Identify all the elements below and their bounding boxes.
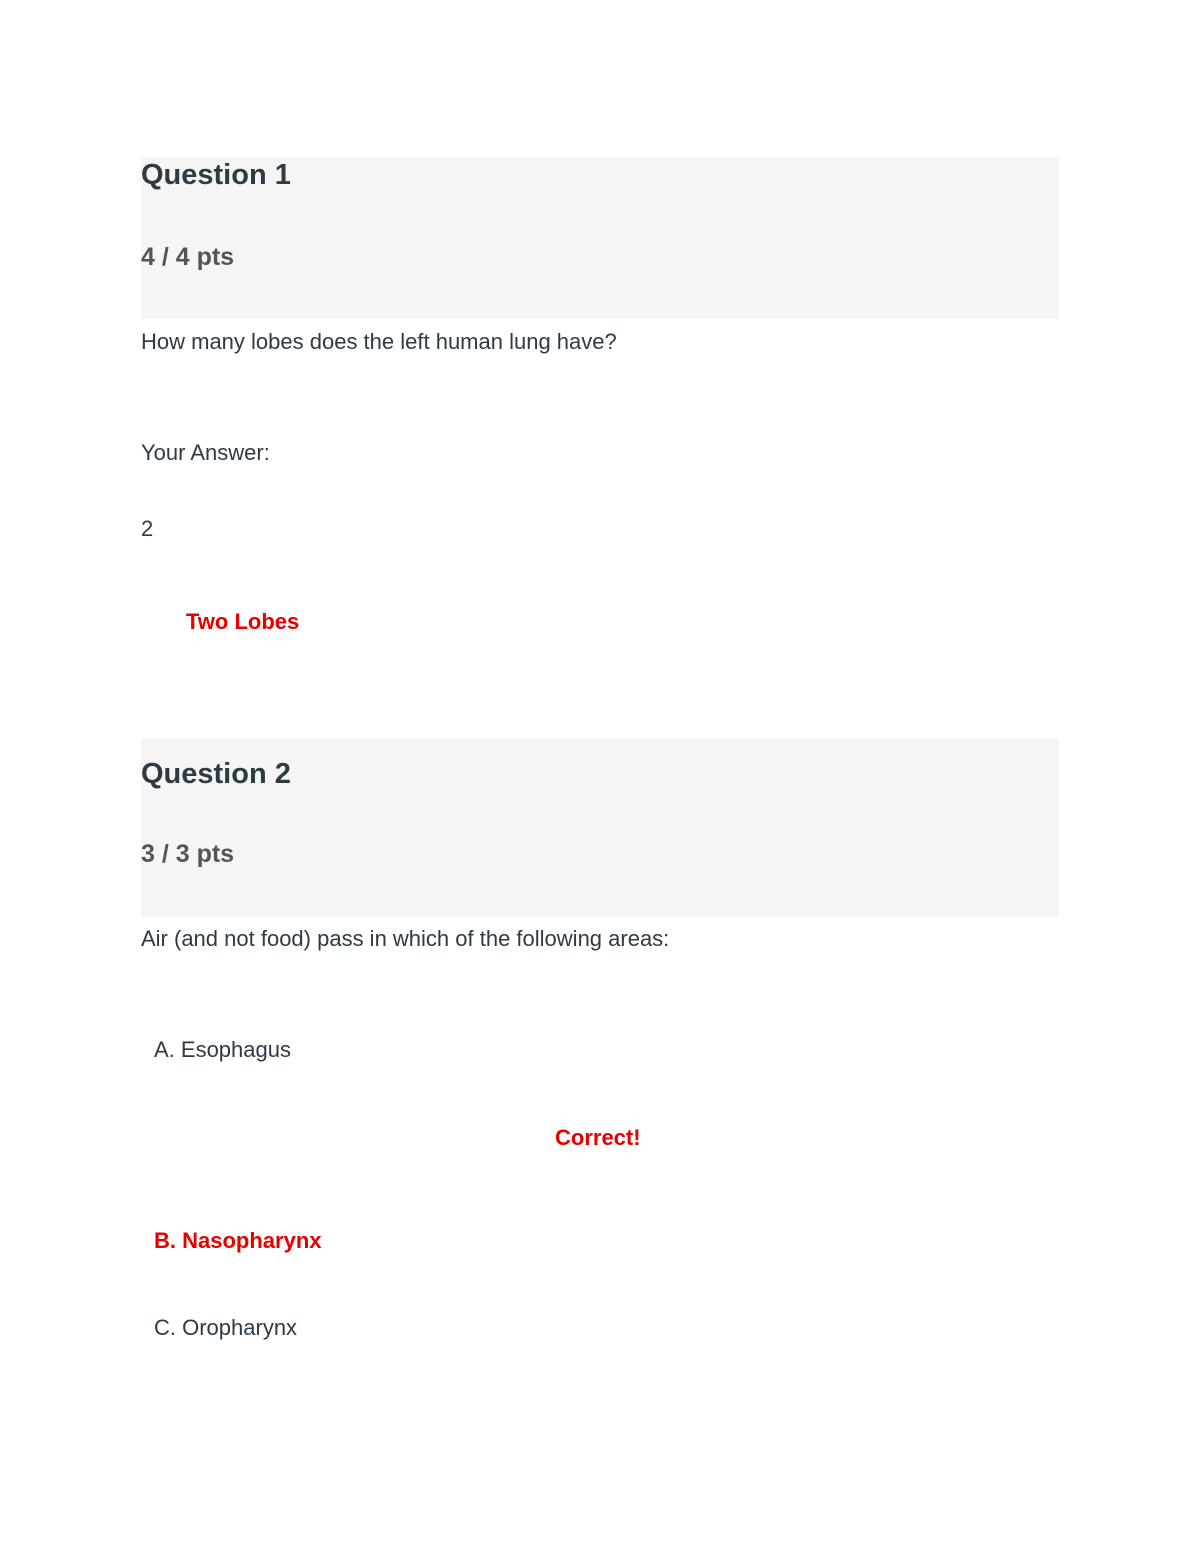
answer-note: Two Lobes: [186, 609, 300, 634]
option-c: C. Oropharynx: [154, 1315, 298, 1340]
question-1-header: [141, 157, 1059, 319]
question-1-prompt: How many lobes does the left human lung have?: [141, 329, 617, 354]
question-2-header: [141, 738, 1059, 917]
option-b: B. Nasopharynx: [154, 1228, 322, 1253]
option-a: A. Esophagus: [154, 1037, 291, 1062]
question-2-points: 3 / 3 pts: [141, 840, 235, 868]
your-answer-value: 2: [141, 516, 154, 541]
question-1-points: 4 / 4 pts: [141, 243, 235, 271]
question-1-title: Question 1: [141, 159, 291, 191]
correct-feedback: Correct!: [555, 1125, 641, 1150]
question-2-title: Question 2: [141, 758, 291, 790]
your-answer-label: Your Answer:: [141, 440, 270, 465]
question-2-prompt: Air (and not food) pass in which of the following areas:: [141, 926, 670, 951]
